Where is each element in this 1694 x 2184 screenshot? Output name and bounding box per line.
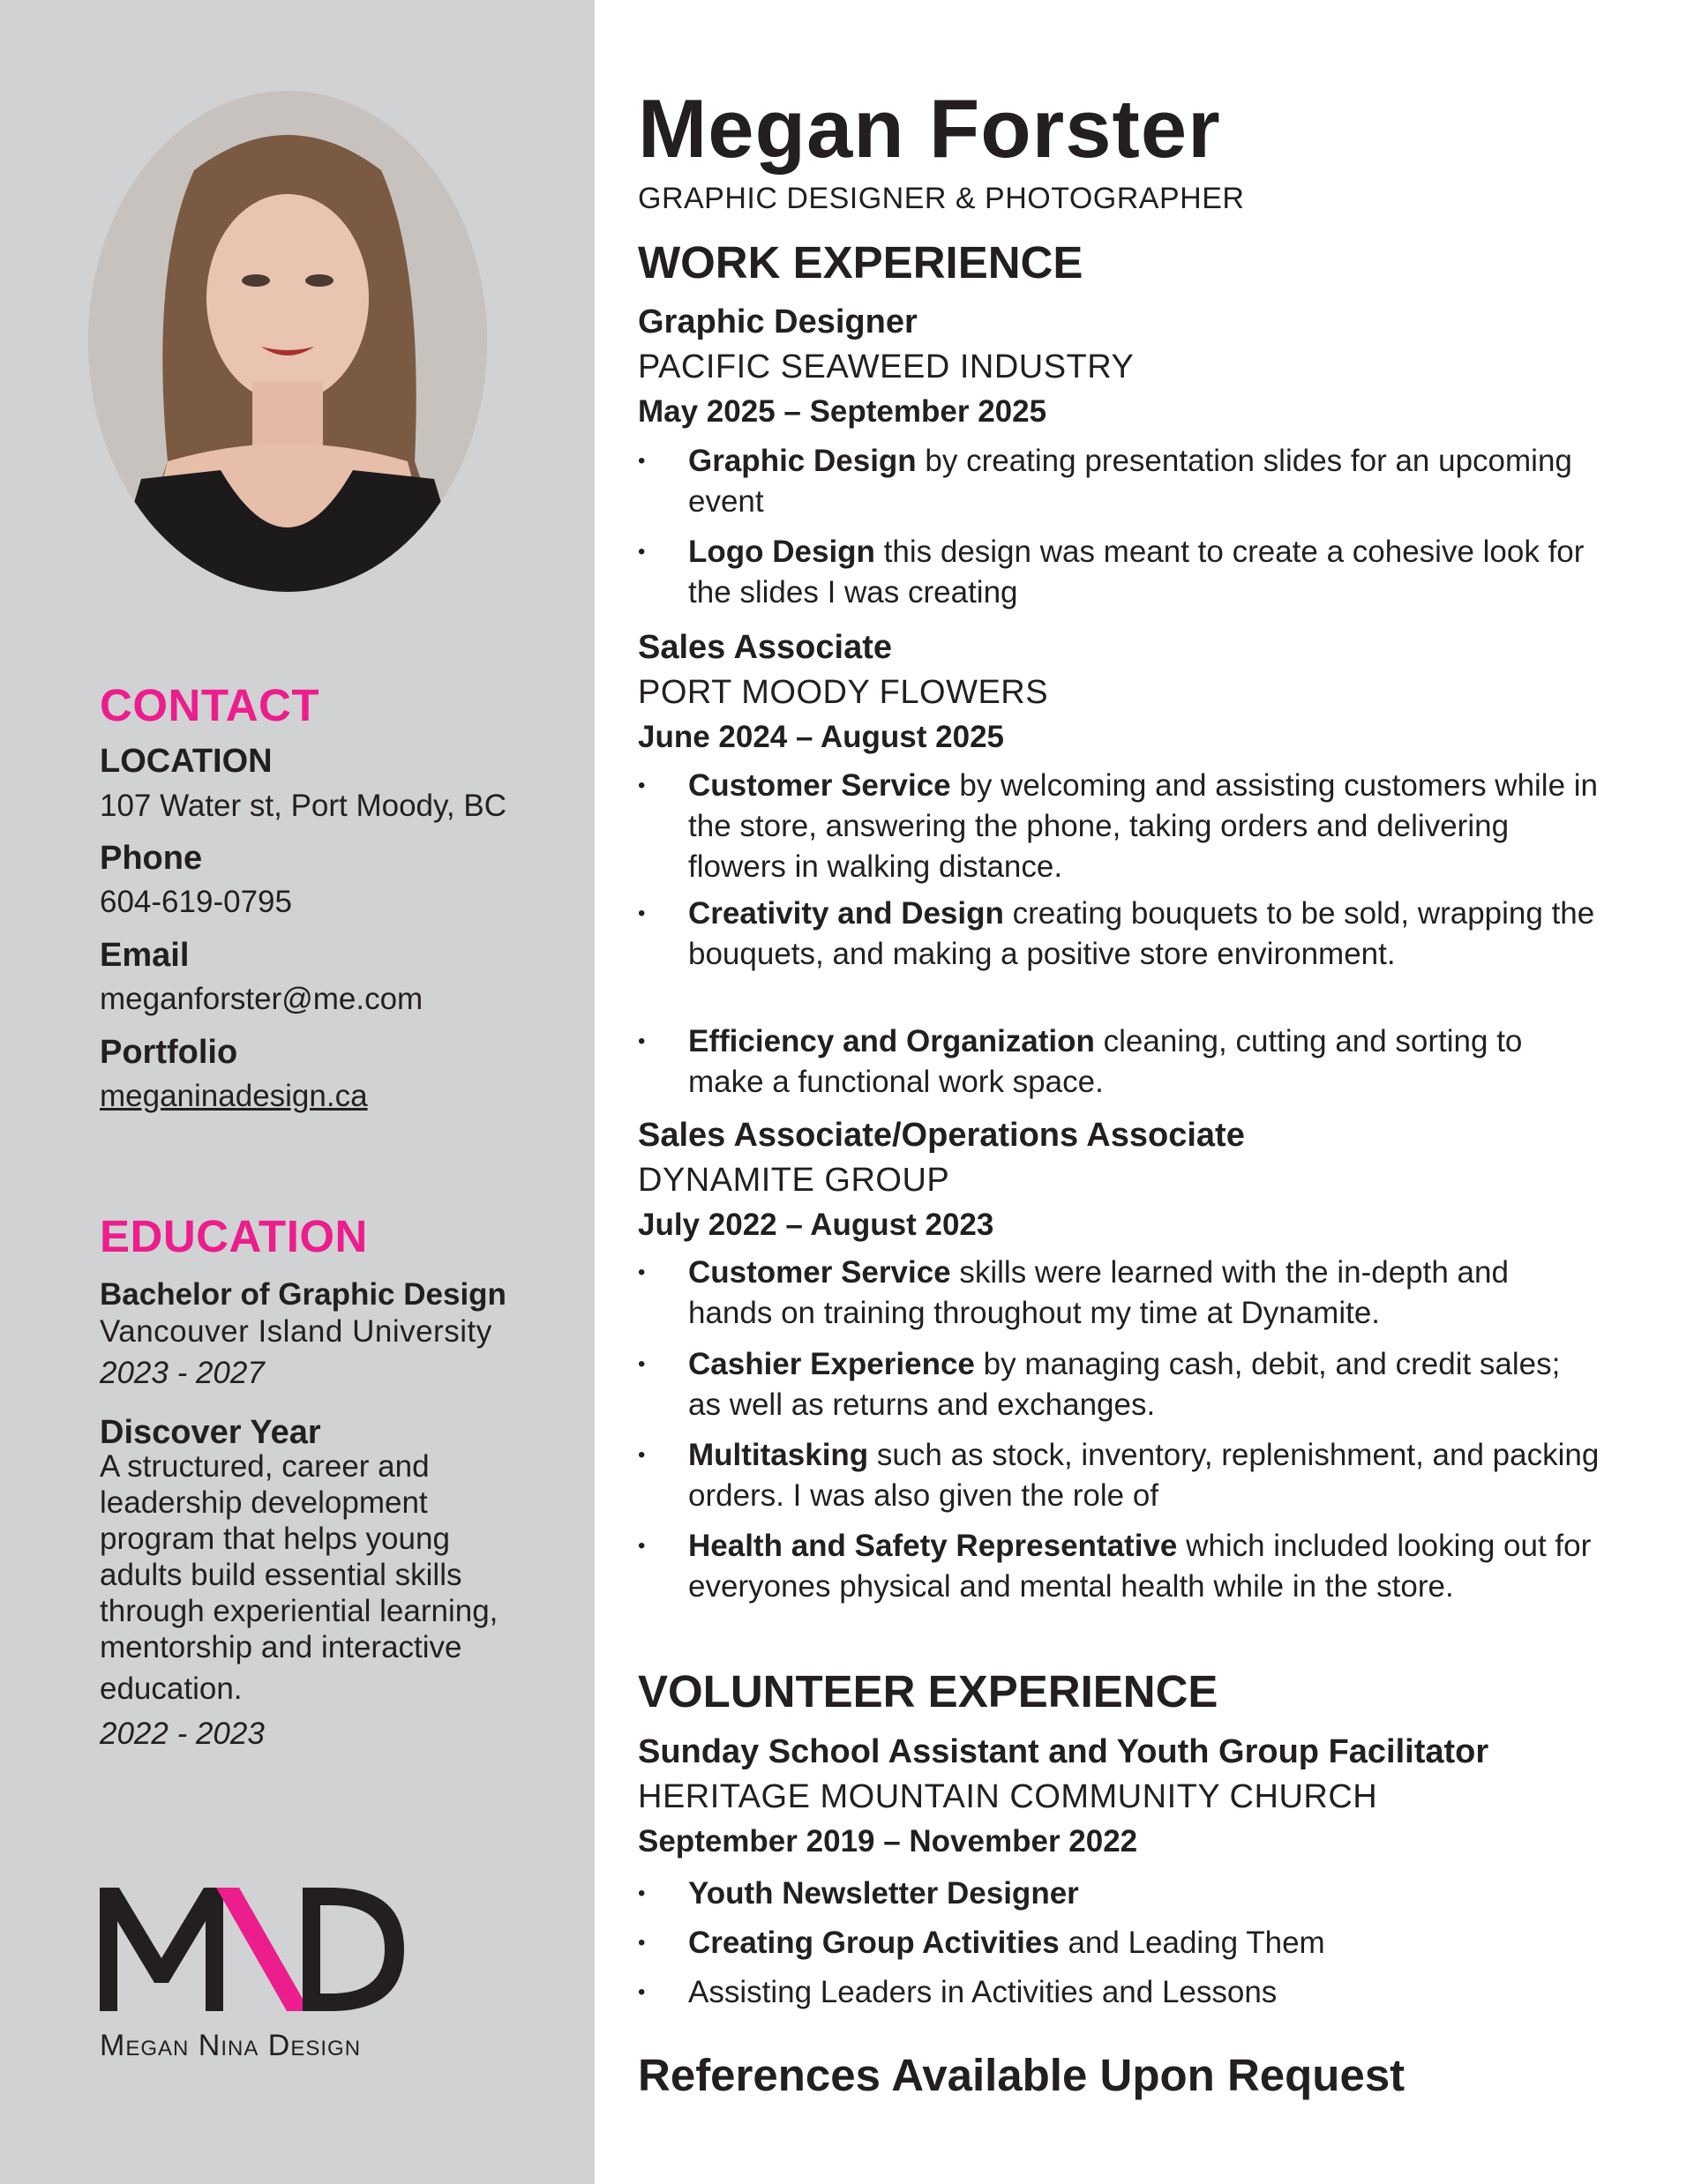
- bullet-bold: Logo Design: [688, 535, 875, 569]
- job-title: Sales Associate: [638, 629, 892, 666]
- volunteer-dates: September 2019 – November 2022: [638, 1824, 1138, 1859]
- degree-years: 2023 - 2027: [100, 1356, 265, 1390]
- job-bullet: [638, 532, 1600, 613]
- bullet-text: Assisting Leaders in Activities and Lessons: [688, 1975, 1278, 2009]
- volunteer-title: Sunday School Assistant and Youth Group Facilitator: [638, 1733, 1489, 1770]
- portrait-image: [88, 91, 487, 592]
- bullet-text: this design was meant to create a cohesive look for the slides I was creating: [688, 535, 1585, 610]
- email-label: Email: [100, 937, 190, 974]
- email-value: meganforster@me.com: [100, 982, 424, 1016]
- program-desc-line: A structured, career and: [100, 1449, 430, 1484]
- job-bullet: [638, 766, 1600, 887]
- program-desc-line: program that helps young: [100, 1522, 450, 1556]
- references-note: References Available Upon Request: [638, 2050, 1405, 2100]
- job-bullet: [638, 1435, 1600, 1516]
- job-dates: July 2022 – August 2023: [638, 1208, 994, 1242]
- bullet-bold: Cashier Experience: [688, 1347, 975, 1381]
- job-title: Graphic Designer: [638, 303, 918, 340]
- degree-title: Bachelor of Graphic Design: [100, 1277, 506, 1312]
- program-years: 2022 - 2023: [100, 1717, 265, 1751]
- bullet-bold: Efficiency and Organization: [688, 1024, 1095, 1058]
- phone-value: 604-619-0795: [100, 885, 292, 919]
- bullet-text: such as stock, inventory, replenishment, and packing orders. I was also given the role of: [688, 1438, 1600, 1513]
- person-name: Megan Forster: [638, 82, 1221, 175]
- volunteer-organization: HERITAGE MOUNTAIN COMMUNITY CHURCH: [638, 1778, 1378, 1815]
- bullet-text: cleaning, cutting and sorting to make a functional work space.: [688, 1024, 1523, 1099]
- portfolio-link[interactable]: meganinadesign.ca: [100, 1079, 368, 1113]
- bullet-text: creating bouquets to be sold, wrapping the bouquets, and making a positive store environment.: [688, 896, 1595, 971]
- main-content: [638, 0, 1653, 2184]
- bullet-text: by welcoming and assisting customers while in the store, answering the phone, taking orders and delivering flowers in walking distance.: [688, 768, 1599, 884]
- program-desc-line: through experiential learning,: [100, 1594, 498, 1628]
- location-value: 107 Water st, Port Moody, BC: [100, 789, 506, 823]
- job-bullet: [638, 1021, 1600, 1103]
- job-bullet: [638, 894, 1600, 975]
- work-heading: WORK EXPERIENCE: [638, 237, 1083, 288]
- job-bullet: [638, 1526, 1600, 1607]
- bullet-bold: Youth Newsletter Designer: [688, 1876, 1079, 1911]
- job-bullet: [638, 441, 1600, 522]
- profile-photo: [88, 91, 487, 592]
- volunteer-bullet: [638, 1972, 1600, 2013]
- bullet-bold: Graphic Design: [688, 444, 917, 478]
- job-bullet: [638, 1344, 1600, 1425]
- bullet-bold: Customer Service: [688, 1255, 951, 1290]
- logo-text: Megan Nina Design: [100, 2029, 362, 2062]
- contact-heading: CONTACT: [100, 680, 320, 730]
- company-name: PACIFIC SEAWEED INDUSTRY: [638, 348, 1135, 385]
- program-desc-line: education.: [100, 1672, 243, 1706]
- program-description: [100, 1448, 567, 1707]
- program-desc-line: leadership development: [100, 1485, 428, 1520]
- job-title: Sales Associate/Operations Associate: [638, 1117, 1245, 1154]
- school-name: Vancouver Island University: [100, 1314, 492, 1349]
- bullet-text: which included looking out for everyones physical and mental health while in the store.: [688, 1529, 1592, 1604]
- bullet-bold: Health and Safety Representative: [688, 1529, 1178, 1563]
- volunteer-heading: VOLUNTEER EXPERIENCE: [638, 1666, 1218, 1717]
- company-name: PORT MOODY FLOWERS: [638, 674, 1049, 711]
- company-name: DYNAMITE GROUP: [638, 1162, 950, 1199]
- bullet-bold: Multitasking: [688, 1438, 869, 1472]
- bullet-text: by creating presentation slides for an upcoming event: [688, 444, 1572, 519]
- program-title: Discover Year: [100, 1414, 321, 1451]
- portfolio-label: Portfolio: [100, 1034, 238, 1071]
- program-desc-line: mentorship and interactive: [100, 1630, 462, 1664]
- volunteer-bullet: [638, 1923, 1600, 1963]
- location-label: LOCATION: [100, 743, 273, 780]
- bullet-text: and Leading Them: [1059, 1926, 1325, 1960]
- education-heading: EDUCATION: [100, 1211, 368, 1261]
- job-dates: May 2025 – September 2025: [638, 394, 1047, 429]
- bullet-bold: Creativity and Design: [688, 896, 1004, 931]
- job-dates: June 2024 – August 2025: [638, 720, 1005, 754]
- bullet-text: by managing cash, debit, and credit sales; as well as returns and exchanges.: [688, 1347, 1561, 1422]
- volunteer-bullet: [638, 1874, 1600, 1914]
- program-desc-line: adults build essential skills: [100, 1558, 462, 1592]
- bullet-bold: Creating Group Activities: [688, 1926, 1060, 1960]
- mnd-logo: [100, 1888, 404, 2011]
- sidebar: [0, 0, 595, 2184]
- job-subtitle: GRAPHIC DESIGNER & PHOTOGRAPHER: [638, 182, 1245, 215]
- bullet-bold: Customer Service: [688, 768, 951, 803]
- job-bullet: [638, 1253, 1600, 1334]
- bullet-text: skills were learned with the in-depth and hands on training throughout my time at Dynamite.: [688, 1255, 1509, 1330]
- phone-label: Phone: [100, 840, 203, 877]
